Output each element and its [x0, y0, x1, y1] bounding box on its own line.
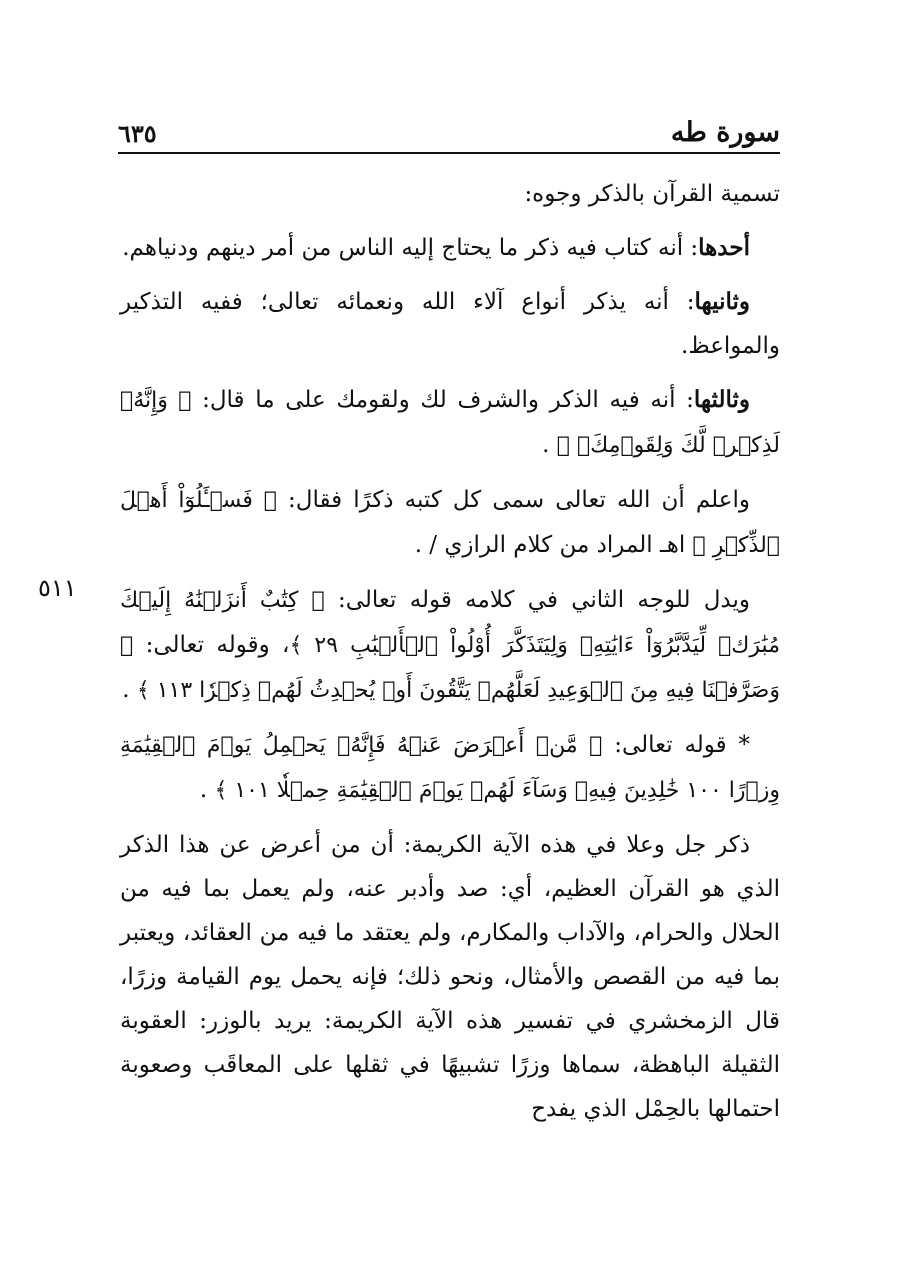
evidence-text: ويدل للوجه الثاني في كلامه قوله تعالى: — [337, 587, 751, 613]
quran-verse: ﴿ فَسۡـَٔلُوٓاْ أَهۡلَ ٱلذِّكۡرِ ﴾ — [120, 488, 780, 558]
quran-verse: ﴿ وَإِنَّهُۥ لَذِكۡرٞ لَّكَ وَلِقَوۡمِكَۖ ﴾ — [120, 388, 780, 458]
star-marker: * — [738, 732, 751, 758]
page-number: ٦٣٥ — [118, 119, 157, 148]
verse-heading-text: قوله تعالى: — [614, 732, 727, 758]
surah-title: سورة طه — [670, 117, 780, 148]
evidence-end: . — [122, 677, 130, 703]
third-aspect-label: وثالثها — [693, 386, 750, 413]
verse-heading-end: . — [199, 777, 208, 803]
third-aspect-end: . — [542, 432, 550, 458]
evidence-mid: ، وقوله تعالى: — [145, 632, 290, 658]
quran-verse: ﴿ مَّنۡ أَعۡرَضَ عَنۡهُ فَإِنَّهُۥ يَحۡمِلُ يَوۡمَ ٱلۡقِيَٰمَةِ وِزۡرًا ١٠٠ خَٰلِدِينَ فِيهِۖ وَسَآءَ لَهُمۡ يَوۡمَ ٱلۡقِيَٰمَةِ حِمۡلٗا ١٠١ ﴾ — [120, 733, 780, 803]
paragraph-intro: تسمية القرآن بالذكر وجوه: — [524, 181, 780, 207]
second-aspect-text: : أنه يذكر أنواع آلاء الله ونعمائه تعالى؛ ففيه التذكير والمواعظ. — [120, 289, 780, 359]
page-header — [118, 104, 780, 154]
first-aspect-text: : أنه كتاب فيه ذكر ما يحتاج إليه الناس من أمر دينهم ودنياهم. — [122, 235, 699, 261]
paragraph-verse-heading — [120, 723, 780, 813]
dhikr-naming-text: واعلم أن الله تعالى سمى كل كتبه ذكرًا فقال: — [288, 487, 750, 513]
quran-verse: ﴿ وَصَرَّفۡنَا فِيهِ مِنَ ٱلۡوَعِيدِ لَعَلَّهُمۡ يَتَّقُونَ أَوۡ يُحۡدِثُ لَهُمۡ ذِكۡرٗا ١١٣ ﴾ — [120, 633, 780, 703]
second-aspect-label: وثانيها — [694, 288, 750, 315]
margin-page-reference: ٥١١ — [38, 574, 77, 602]
dhikr-naming-end: اهـ المراد من كلام الرازي / . — [414, 532, 686, 558]
paragraph-first-aspect — [120, 226, 780, 270]
paragraph-commentary: ذكر جل وعلا في هذه الآية الكريمة: أن من أعرض عن هذا الذكر الذي هو القرآن العظيم، أي: صد وأدبر عنه، ولم يعمل بما فيه من الحلال والحرام، والآداب والمكارم، ولم يعتقد ما فيه من العقائد، ويعتبر بما فيه من القصص والأمثال، ونحو ذلك؛ فإنه يحمل يوم القيامة وزرًا، قال الزمخشري في تفسير هذه الآية الكريمة: يريد بالوزر: العقوبة الثقيلة الباهظة، سماها وزرًا تشبيهًا في ثقلها على المعاقَب وصعوبة احتمالها بالحِمْل الذي يفدح — [120, 832, 780, 1122]
paragraph-dhikr-naming — [120, 478, 780, 568]
paragraph-second-aspect — [120, 280, 780, 368]
paragraph-third-aspect — [120, 378, 780, 468]
page-body — [120, 172, 780, 1141]
first-aspect-label: أحدها — [698, 234, 750, 261]
paragraph-second-aspect-evidence — [120, 578, 780, 713]
third-aspect-text: : أنه فيه الذكر والشرف لك ولقومك على ما قال: — [202, 387, 694, 413]
quran-verse: ﴿ كِتَٰبٌ أَنزَلۡنَٰهُ إِلَيۡكَ مُبَٰرَكٞ لِّيَدَّبَّرُوٓاْ ءَايَٰتِهِۦ وَلِيَتَذَكَّرَ أُوْلُواْ ٱلۡأَلۡبَٰبِ ٢٩ ﴾ — [120, 588, 780, 658]
